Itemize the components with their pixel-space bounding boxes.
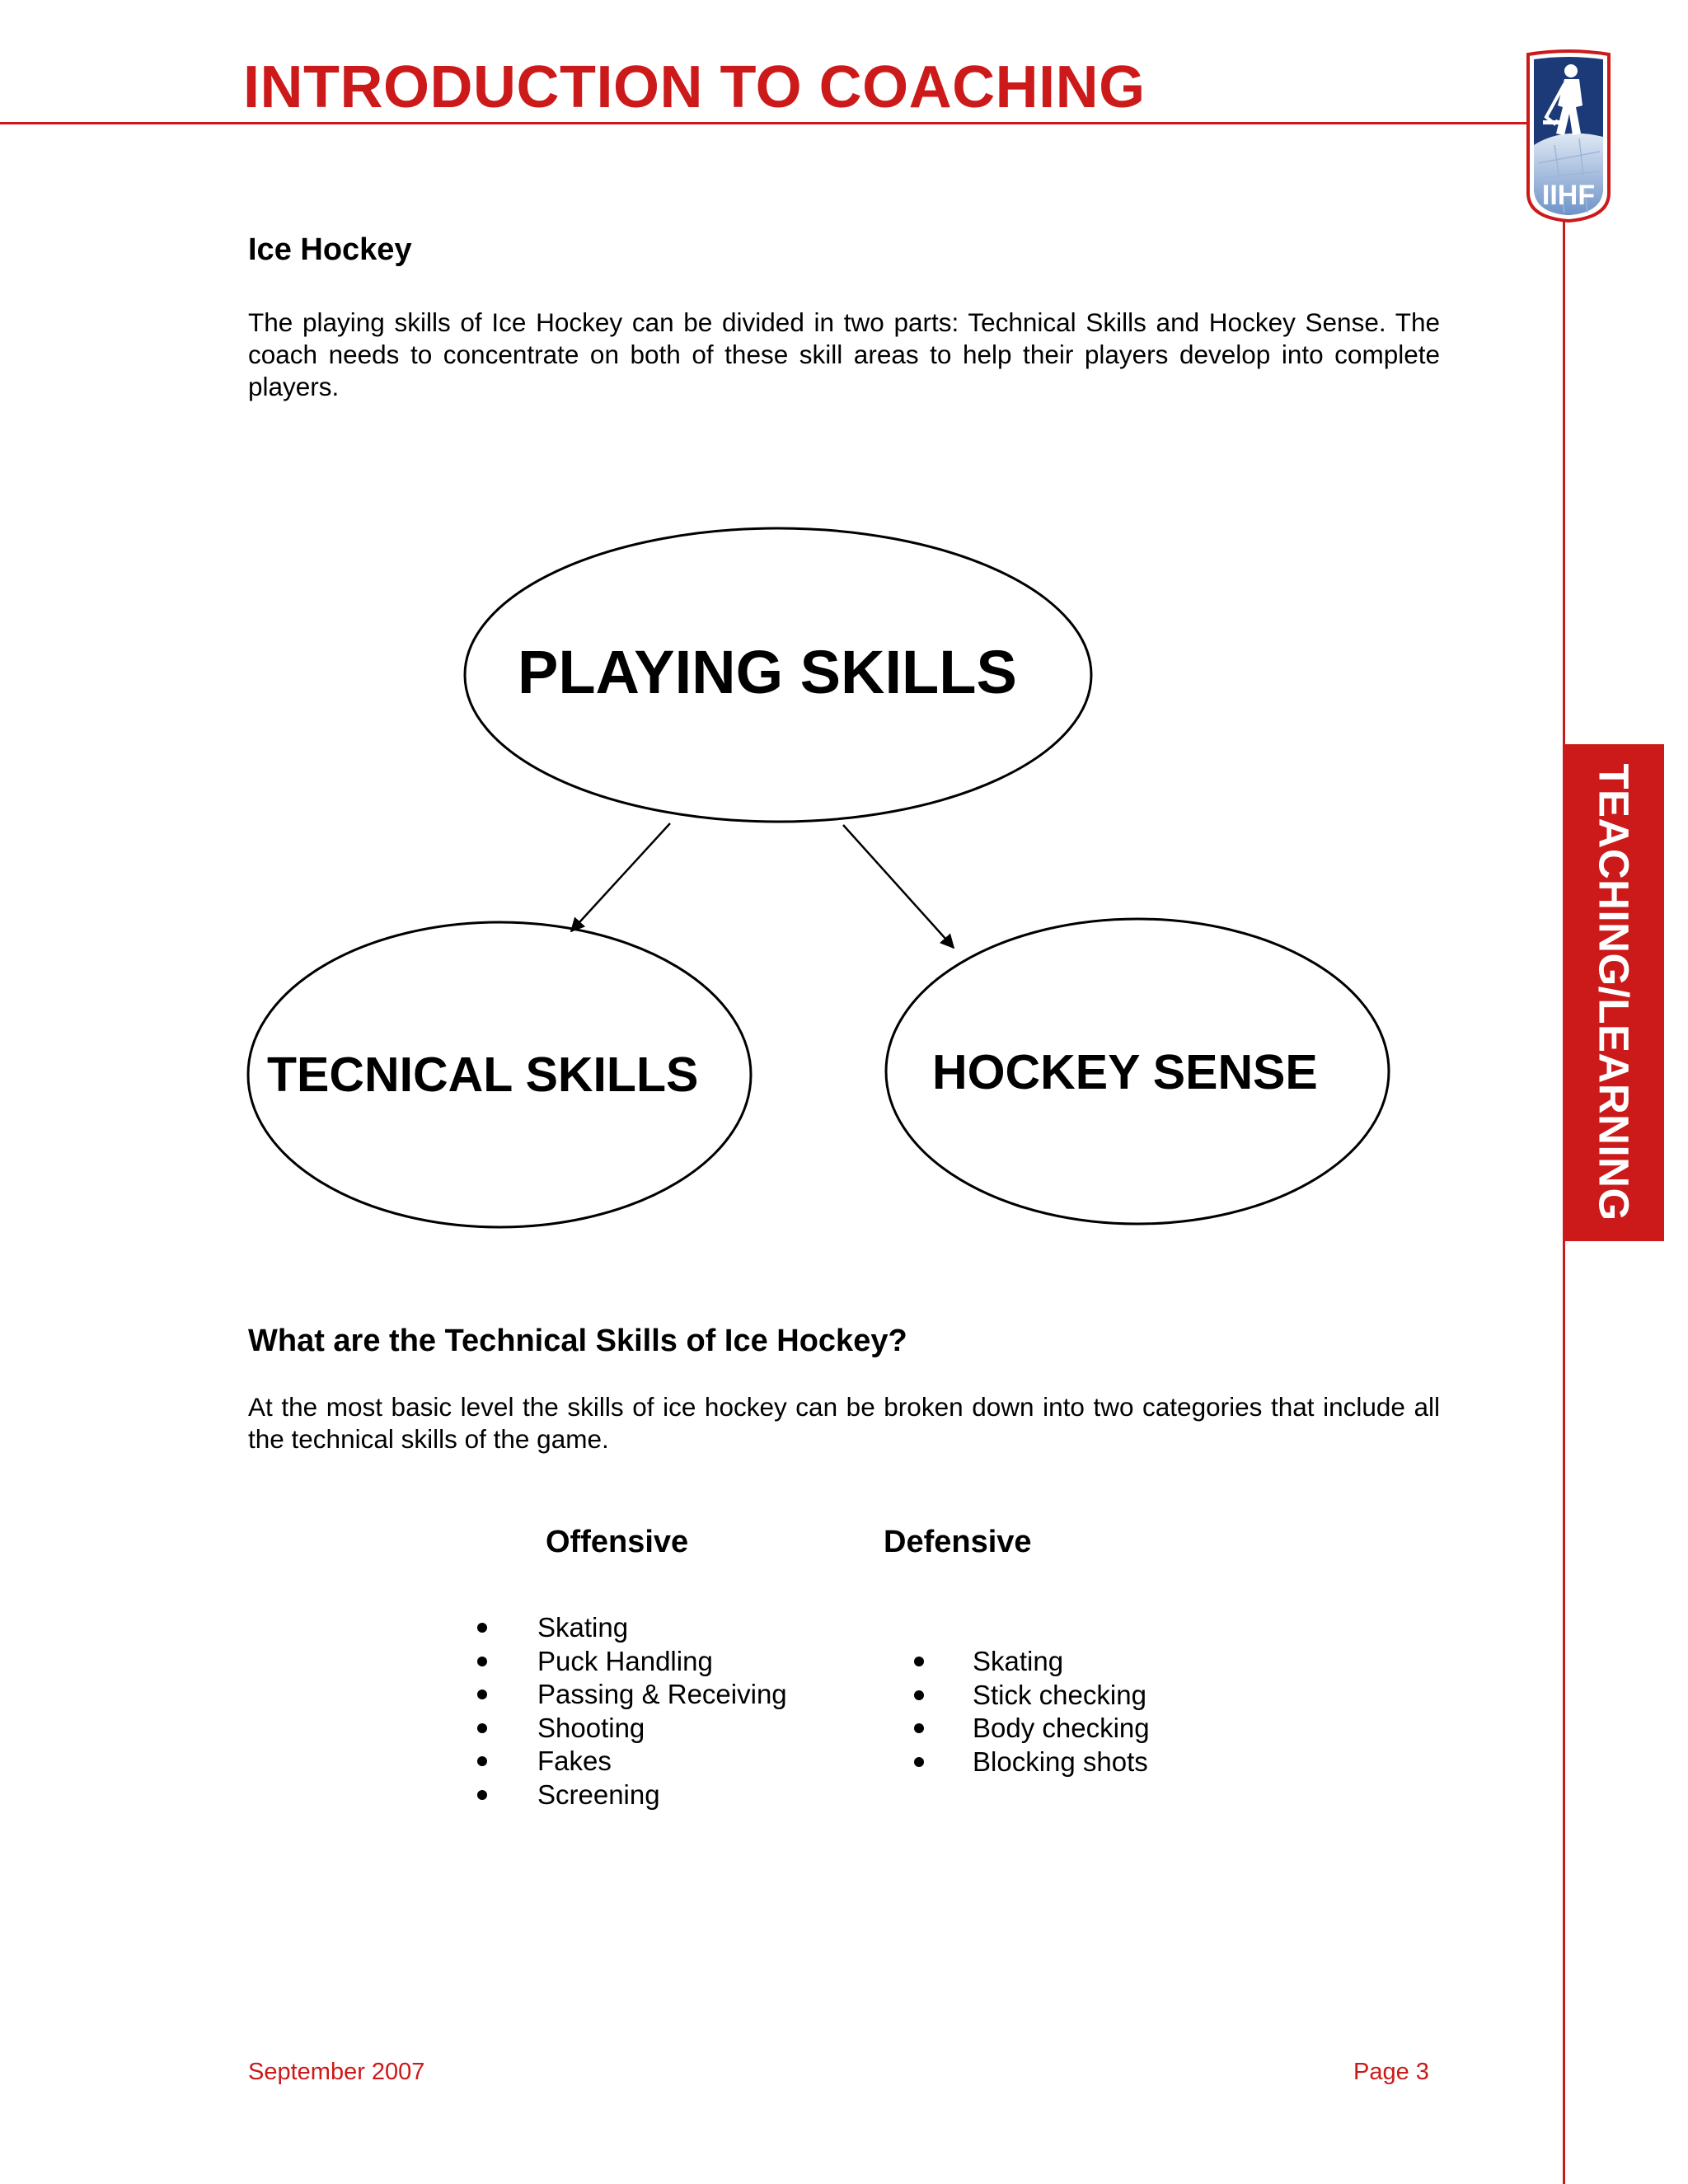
list-item — [537, 1745, 787, 1779]
offensive-skill-list — [537, 1611, 787, 1811]
offensive-heading: Offensive — [546, 1525, 689, 1559]
bullet-icon — [914, 1690, 924, 1700]
defensive-skill-list — [973, 1645, 1150, 1779]
iihf-logo-icon — [1522, 48, 1615, 226]
list-item — [973, 1645, 1150, 1679]
list-item — [537, 1712, 787, 1746]
section-heading-ice-hockey: Ice Hockey — [248, 232, 412, 267]
header-divider — [0, 122, 1526, 124]
bullet-icon — [477, 1723, 487, 1733]
intro-paragraph: The playing skills of Ice Hockey can be divided in two parts: Technical Skills and Hockey Sense. The coach needs to concentrate on both of these skill areas to help their players develop into complete players. — [248, 307, 1440, 401]
section-heading-technical-skills: What are the Technical Skills of Ice Hockey? — [248, 1324, 907, 1358]
categories-paragraph: At the most basic level the skills of ice hockey can be broken down into two categories that include all the technical skills of the game. — [248, 1392, 1440, 1454]
offensive-skill-label: Passing & Receiving — [537, 1679, 787, 1709]
playing-skills-label: PLAYING SKILLS — [518, 638, 1017, 706]
list-item — [973, 1679, 1150, 1713]
page-number: Page 3 — [1353, 2059, 1429, 2085]
bullet-icon — [477, 1756, 487, 1766]
hockey-sense-label: HOCKEY SENSE — [932, 1045, 1318, 1099]
bullet-icon — [477, 1623, 487, 1633]
list-item — [537, 1779, 787, 1812]
technical-skills-label: TECNICAL SKILLS — [267, 1047, 699, 1102]
playing-skills-diagram — [0, 494, 1451, 1253]
page-title: INTRODUCTION TO COACHING — [243, 54, 1146, 120]
bullet-icon — [477, 1657, 487, 1666]
offensive-skill-label: Screening — [537, 1779, 660, 1810]
defensive-skill-label: Skating — [973, 1646, 1064, 1676]
offensive-skill-label: Puck Handling — [537, 1645, 713, 1676]
bullet-icon — [914, 1657, 924, 1666]
footer-date: September 2007 — [248, 2059, 425, 2085]
bullet-icon — [914, 1757, 924, 1767]
arrow-to-technical-skills — [571, 823, 670, 931]
bullet-icon — [477, 1790, 487, 1800]
defensive-skill-label: Stick checking — [973, 1679, 1146, 1710]
section-tab-label: TEACHING/LEARNING — [1590, 763, 1638, 1221]
defensive-heading: Defensive — [884, 1525, 1032, 1559]
list-item — [537, 1645, 787, 1679]
list-item — [973, 1712, 1150, 1746]
offensive-skill-label: Shooting — [537, 1712, 645, 1743]
bullet-icon — [914, 1723, 924, 1733]
logo-text: IIHF — [1541, 180, 1596, 211]
list-item — [537, 1611, 787, 1645]
defensive-skill-label: Body checking — [973, 1713, 1150, 1743]
arrow-to-hockey-sense — [843, 825, 954, 948]
offensive-skill-label: Fakes — [537, 1746, 612, 1776]
list-item — [973, 1746, 1150, 1779]
bullet-icon — [477, 1690, 487, 1699]
offensive-skill-label: Skating — [537, 1612, 629, 1643]
list-item — [537, 1678, 787, 1712]
defensive-skill-label: Blocking shots — [973, 1746, 1148, 1777]
